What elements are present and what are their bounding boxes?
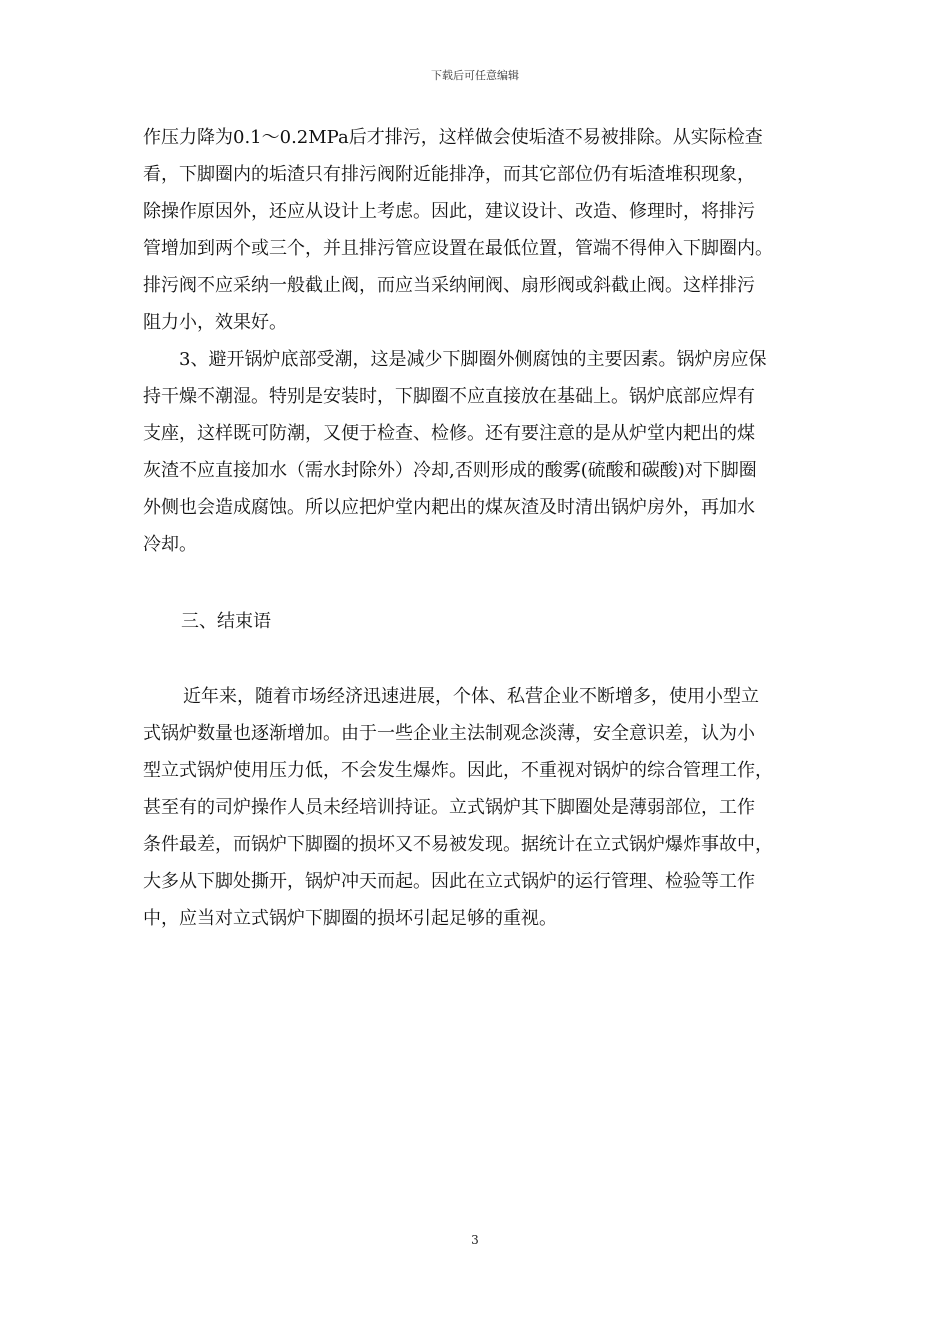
page-number: 3 <box>471 1233 479 1247</box>
text-line: 3、避开锅炉底部受潮，这是减少下脚圈外侧腐蚀的主要因素。锅炉房应保 <box>179 349 767 370</box>
text-line: 近年来，随着市场经济迅速进展，个体、私营企业不断增多，使用小型立 <box>183 686 759 707</box>
text-line: 条件最差，而锅炉下脚圈的损坏又不易被发现。据统计在立式锅炉爆炸事故中， <box>143 834 773 855</box>
text-line: 除操作原因外，还应从设计上考虑。因此，建议设计、改造、修理时，将排污 <box>143 201 755 222</box>
text-line: 管增加到两个或三个，并且排污管应设置在最低位置，管端不得伸入下脚圈内。 <box>143 238 773 259</box>
section-heading-text: 三、结束语 <box>181 611 271 632</box>
text-line: 甚至有的司炉操作人员未经培训持证。立式锅炉其下脚圈处是薄弱部位，工作 <box>143 797 755 818</box>
text-line: 冷却。 <box>143 534 197 555</box>
text-line: 中，应当对立式锅炉下脚圈的损坏引起足够的重视。 <box>143 908 557 929</box>
text-line: 式锅炉数量也逐渐增加。由于一些企业主法制观念淡薄，安全意识差，认为小 <box>143 723 755 744</box>
text-line: 灰渣不应直接加水（需水封除外）冷却,否则形成的酸雾(硫酸和碳酸)对下脚圈 <box>143 460 757 481</box>
text-line: 作压力降为0.1～0.2MPa后才排污，这样做会使垢渣不易被排除。从实际检查 <box>143 127 763 148</box>
text-line: 排污阀不应采纳一般截止阀，而应当采纳闸阀、扇形阀或斜截止阀。这样排污 <box>143 275 755 296</box>
text-line: 阻力小，效果好。 <box>143 312 287 333</box>
text-line: 支座，这样既可防潮，又便于检查、检修。还有要注意的是从炉堂内耙出的煤 <box>143 423 755 444</box>
page-header: 下载后可任意编辑 <box>431 69 519 82</box>
text-line: 外侧也会造成腐蚀。所以应把炉堂内耙出的煤灰渣及时清出锅炉房外，再加水 <box>143 497 755 518</box>
text-line: 看，下脚圈内的垢渣只有排污阀附近能排净，而其它部位仍有垢渣堆积现象， <box>143 164 755 185</box>
text-line: 型立式锅炉使用压力低，不会发生爆炸。因此，不重视对锅炉的综合管理工作， <box>143 760 773 781</box>
text-line: 大多从下脚处撕开，锅炉冲天而起。因此在立式锅炉的运行管理、检验等工作 <box>143 871 755 892</box>
text-line: 持干燥不潮湿。特别是安装时，下脚圈不应直接放在基础上。锅炉底部应焊有 <box>143 386 755 407</box>
